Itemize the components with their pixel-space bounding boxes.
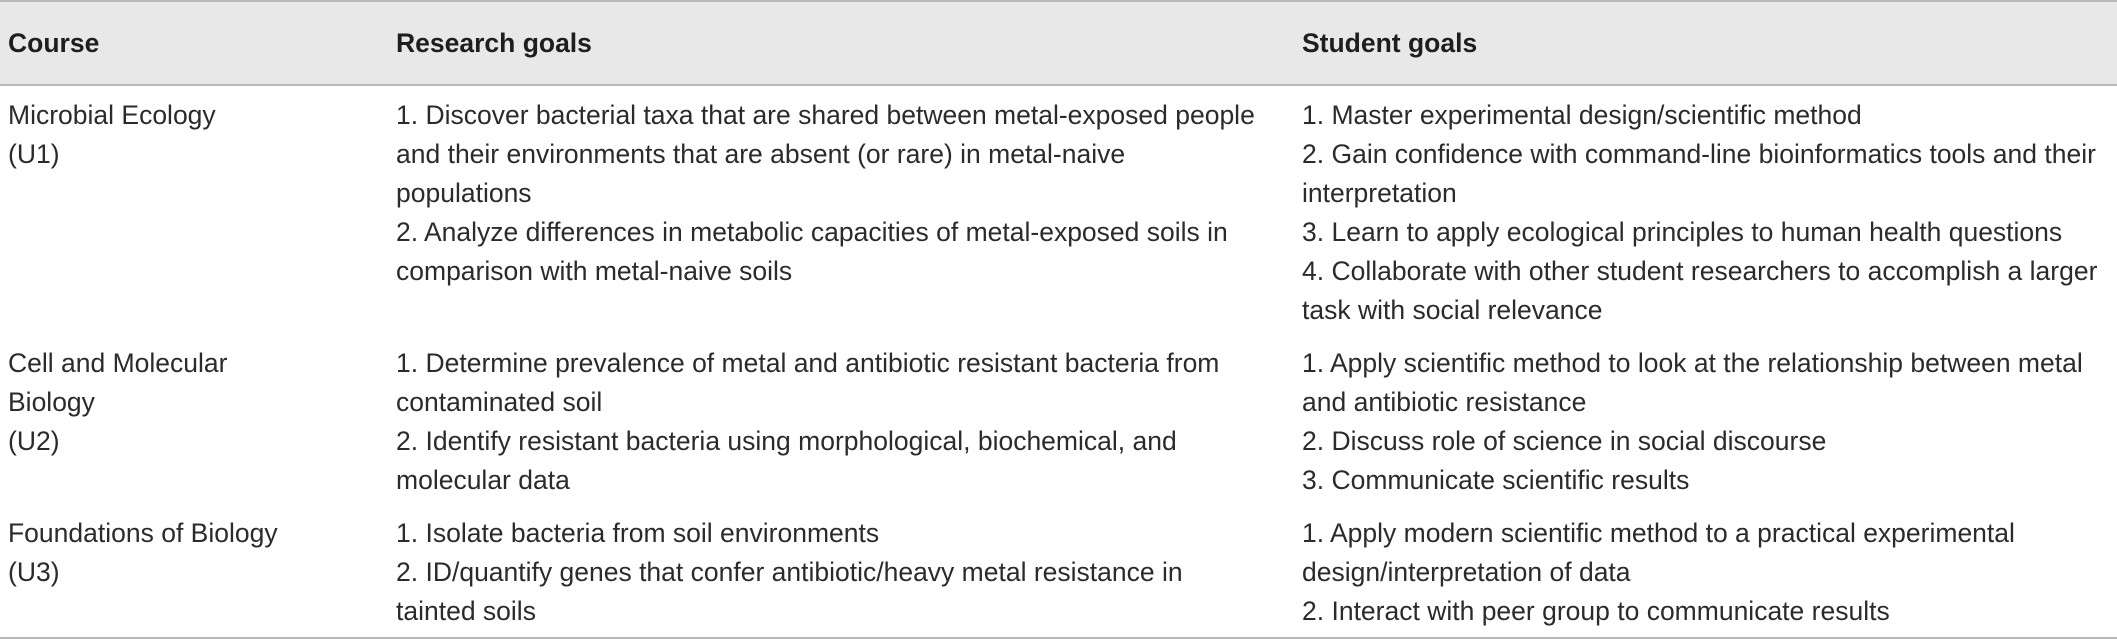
header-student-goals: Student goals: [1298, 1, 2117, 85]
header-course: Course: [0, 1, 392, 85]
course-cell: [0, 85, 392, 334]
research-goals-cell: [392, 85, 1298, 334]
course-name: Biology: [8, 387, 95, 417]
student-goal: 2. Interact with peer group to communicate results: [1302, 596, 1890, 626]
student-goals-cell: [1298, 334, 2117, 504]
course-cell: [0, 334, 392, 504]
course-name: Foundations of Biology: [8, 518, 278, 548]
student-goal: 2. Discuss role of science in social discourse: [1302, 426, 1827, 456]
research-goals-cell: [392, 504, 1298, 638]
course-code: (U2): [8, 426, 60, 456]
course-name: Cell and Molecular: [8, 348, 228, 378]
research-goal: 2. Analyze differences in metabolic capacities of metal-exposed soils in comparison with metal-naive soils: [396, 217, 1228, 286]
research-goal: 1. Isolate bacteria from soil environments: [396, 518, 880, 548]
research-goal: 1. Discover bacterial taxa that are shared between metal-exposed people and their environments that are absent (or rare) in metal-naive populations: [396, 100, 1255, 208]
student-goals-cell: [1298, 504, 2117, 638]
student-goal: 1. Apply scientific method to look at the relationship between metal and antibiotic resistance: [1302, 348, 2083, 417]
student-goal: 4. Collaborate with other student researchers to accomplish a larger task with social relevance: [1302, 256, 2098, 325]
table-row: [0, 504, 2117, 638]
student-goal: 1. Master experimental design/scientific method: [1302, 100, 1862, 130]
research-goal: 2. Identify resistant bacteria using morphological, biochemical, and molecular data: [396, 426, 1177, 495]
table-header: [0, 1, 2117, 85]
course-code: (U3): [8, 557, 60, 587]
course-cell: [0, 504, 392, 638]
table-row: [0, 85, 2117, 334]
research-goal: 1. Determine prevalence of metal and antibiotic resistant bacteria from contaminated soil: [396, 348, 1220, 417]
course-name: Microbial Ecology: [8, 100, 216, 130]
header-row: [0, 1, 2117, 85]
student-goals-cell: [1298, 85, 2117, 334]
student-goal: 3. Learn to apply ecological principles to human health questions: [1302, 217, 2063, 247]
table-body: [0, 85, 2117, 638]
student-goal: 3. Communicate scientific results: [1302, 465, 1690, 495]
research-goals-cell: [392, 334, 1298, 504]
header-research-goals: Research goals: [392, 1, 1298, 85]
student-goal: 1. Apply modern scientific method to a practical experimental design/interpretation of data: [1302, 518, 2015, 587]
student-goal: 2. Gain confidence with command-line bioinformatics tools and their interpretation: [1302, 139, 2096, 208]
course-code: (U1): [8, 139, 60, 169]
research-goal: 2. ID/quantify genes that confer antibiotic/heavy metal resistance in tainted soils: [396, 557, 1183, 626]
table-row: [0, 334, 2117, 504]
